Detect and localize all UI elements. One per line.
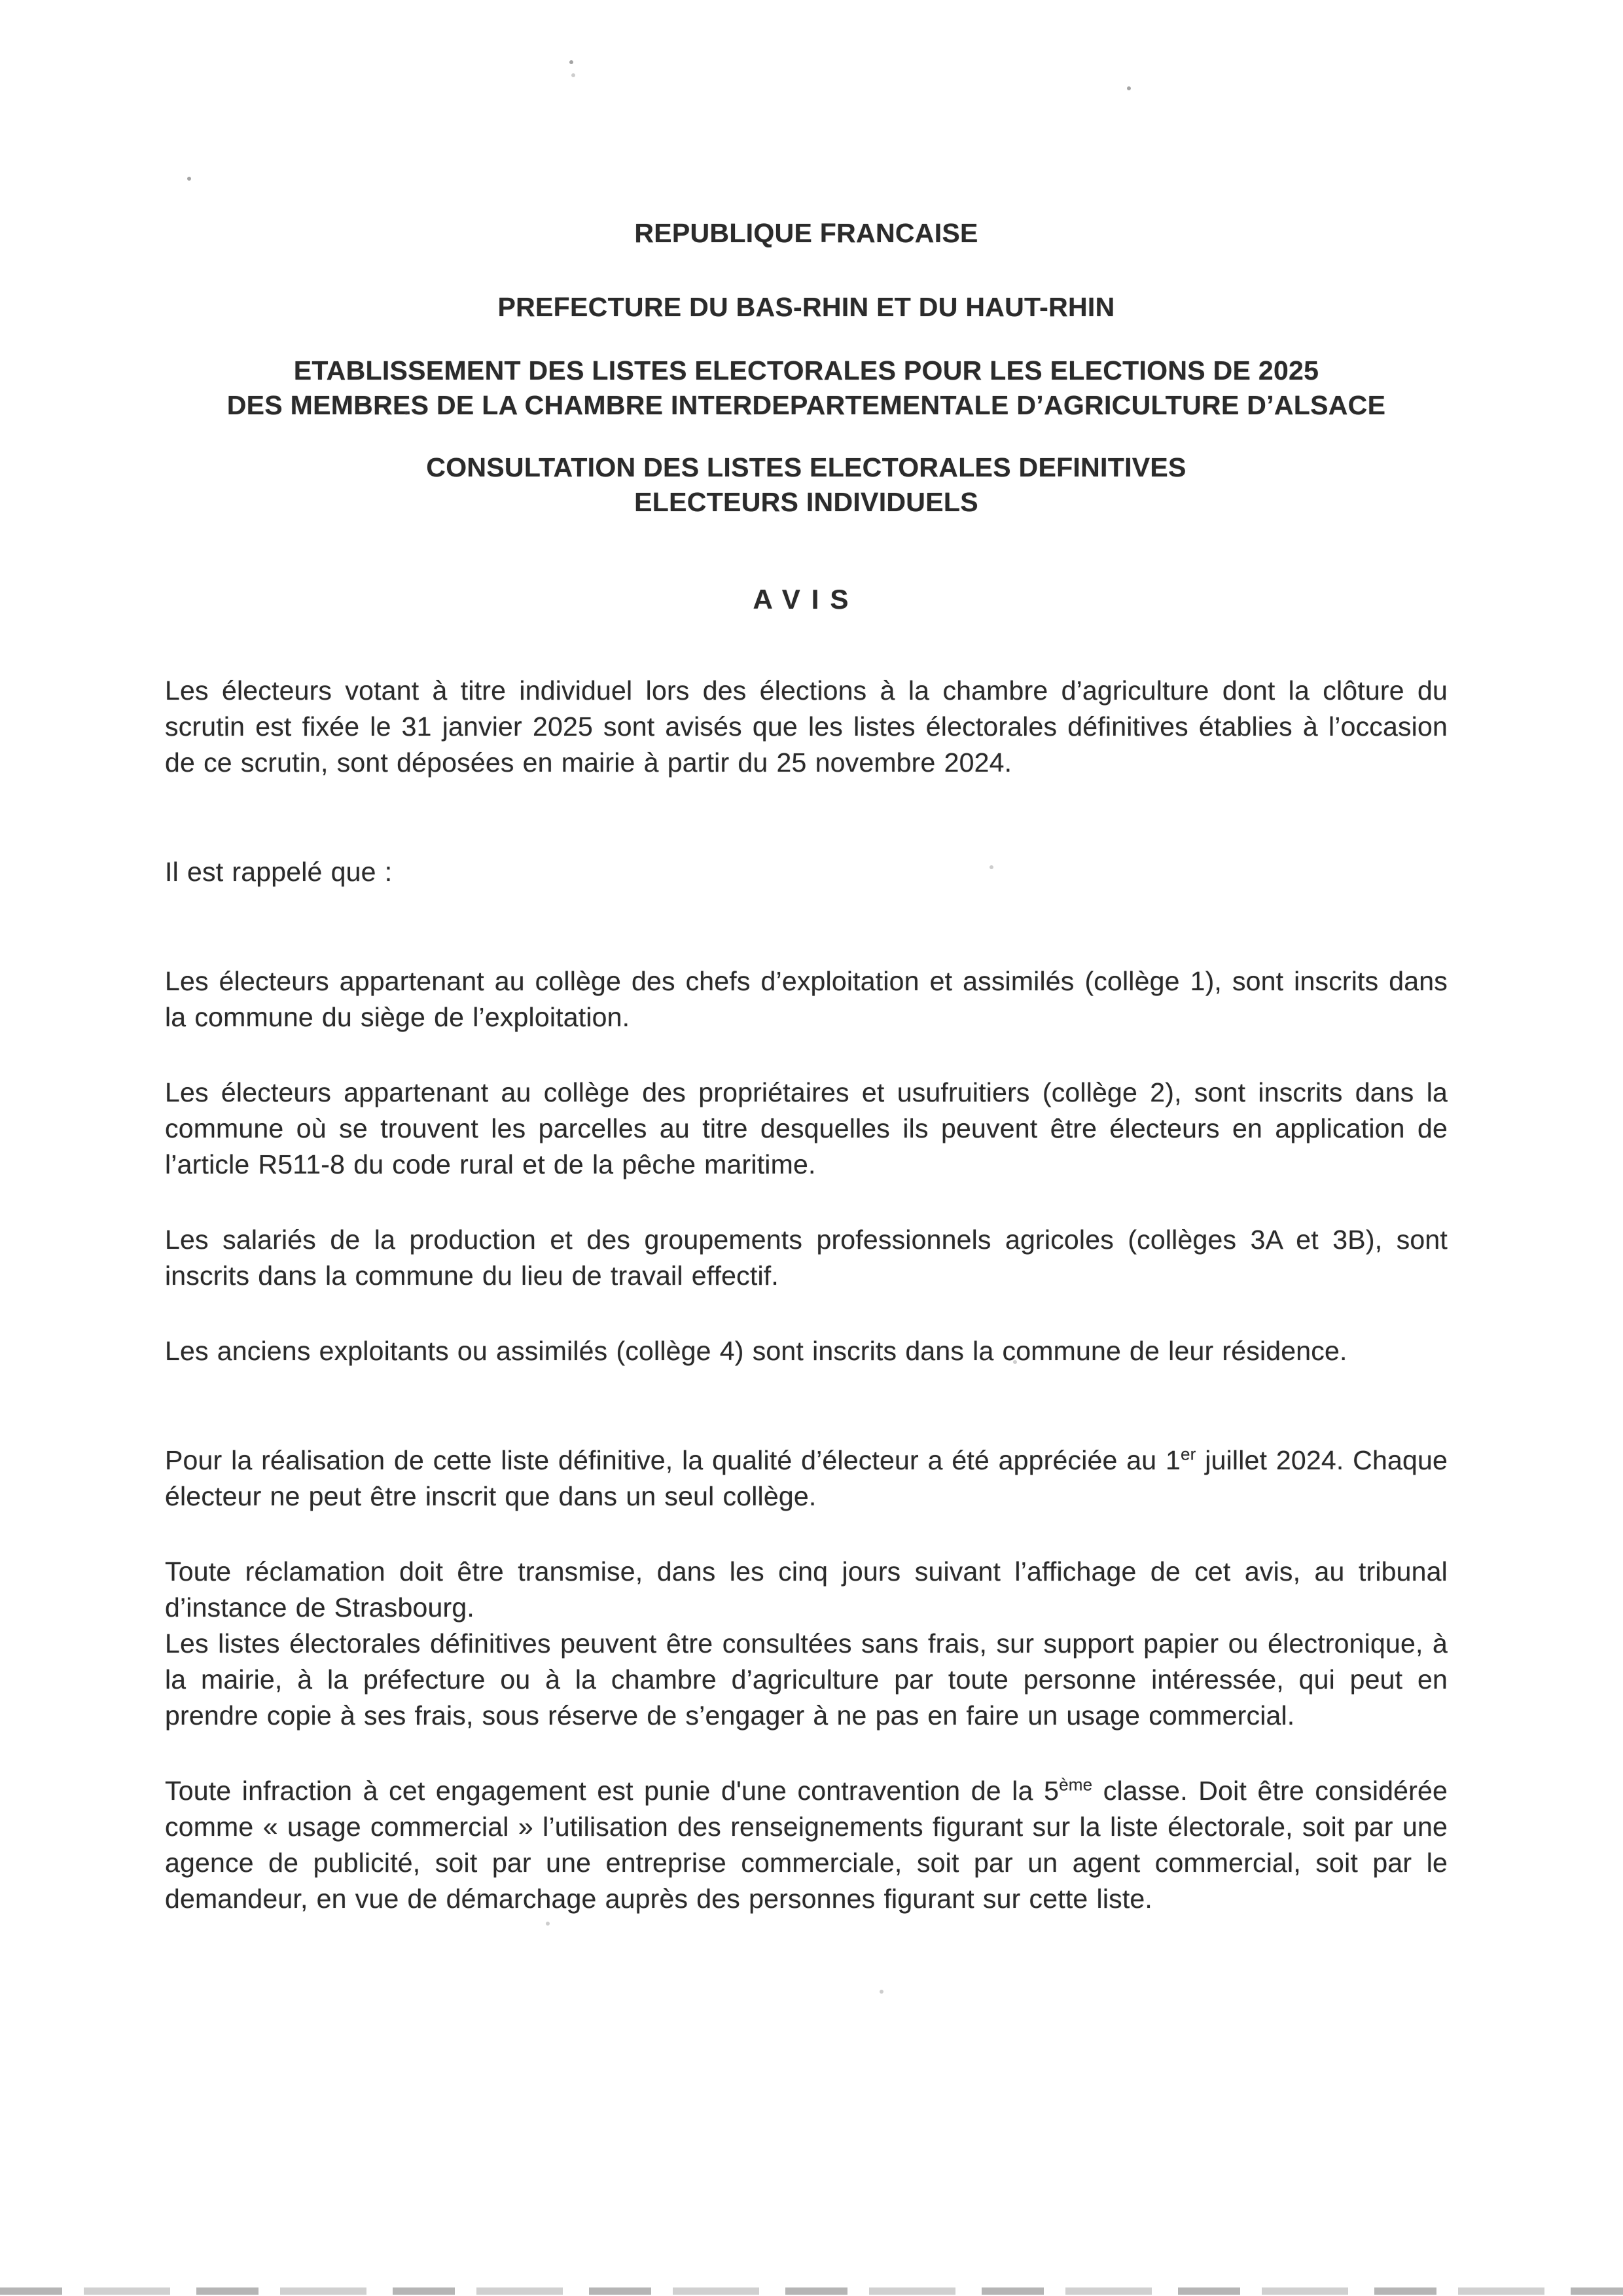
infraction-paragraph: [165, 1773, 1448, 1917]
quality-paragraph: [165, 1443, 1448, 1515]
scan-speckle: [404, 411, 408, 415]
scan-speckle: [569, 60, 573, 64]
college3-paragraph: Les salariés de la production et des groupements professionnels agricoles (collèges 3A et 3B), sont inscrits dans la commune du lieu de travail effectif.: [165, 1225, 1448, 1291]
reclamation-paragraph: Toute réclamation doit être transmise, dans les cinq jours suivant l’affichage de cet avis, au tribunal d’instance de Strasbourg.: [165, 1556, 1448, 1623]
intro-paragraph: Les électeurs votant à titre individuel lors des élections à la chambre d’agriculture dont la clôture du scrutin est fixée le 31 janvier 2025 sont avisés que les listes électorales définitives établies à l’occasion de ce scrutin, sont déposées en mairie à partir du 25 novembre 2024.: [165, 675, 1448, 778]
election-title-line2: DES MEMBRES DE LA CHAMBRE INTERDEPARTEMENTALE D’AGRICULTURE D’ALSACE: [226, 390, 1386, 420]
notice-body: [165, 673, 1448, 1917]
republic-title: REPUBLIQUE FRANCAISE: [634, 218, 978, 248]
consultation-paragraph: Les listes électorales définitives peuvent être consultées sans frais, sur support papier ou électronique, à la mairie, à la préfecture ou à la chambre d’agriculture par toute personne intéressée, qui peut en prendre copie à ses frais, sous réserve de s’engager à ne pas en faire un usage commercial.: [165, 1628, 1448, 1731]
superscript-er: er: [1181, 1444, 1196, 1464]
text-segment: classe. Doit être considérée comme « usage commercial » l’utilisation des renseignements figurant sur la liste électorale, soit par une agence de publicité, soit par une entreprise commerciale, soit par un agent commercial, soit par le demandeur, en vue de démarchage auprès des personnes figurant sur cette liste.: [165, 1776, 1448, 1914]
notice-label: AVIS: [753, 584, 860, 615]
consultation-subtitle-line1: CONSULTATION DES LISTES ELECTORALES DEFINITIVES: [426, 452, 1186, 482]
college1-paragraph: Les électeurs appartenant au collège des chefs d’exploitation et assimilés (collège 1), sont inscrits dans la commune du siège de l’exploitation.: [165, 966, 1448, 1032]
scan-speckle: [546, 1922, 550, 1926]
election-title-line1: ETABLISSEMENT DES LISTES ELECTORALES POUR LES ELECTIONS DE 2025: [293, 355, 1319, 386]
scan-speckle: [187, 177, 191, 181]
reminder-intro: Il est rappelé que :: [165, 857, 393, 887]
scan-speckle: [880, 1990, 883, 1994]
scan-speckle: [990, 865, 993, 869]
college4-paragraph: Les anciens exploitants ou assimilés (collège 4) sont inscrits dans la commune de leur résidence.: [165, 1336, 1347, 1366]
document-header: [165, 216, 1448, 617]
text-segment: juillet 2024. Chaque électeur ne peut être inscrit que dans un seul collège.: [165, 1445, 1448, 1511]
prefecture-title: PREFECTURE DU BAS-RHIN ET DU HAUT-RHIN: [497, 292, 1115, 322]
consultation-subtitle-line2: ELECTEURS INDIVIDUELS: [634, 487, 978, 517]
scan-speckle: [1013, 1360, 1017, 1364]
scan-speckle: [571, 73, 575, 77]
scan-speckle: [1127, 86, 1131, 90]
consultation-subtitle: [165, 450, 1448, 520]
text-segment: Pour la réalisation de cette liste définitive, la qualité d’électeur a été appréciée au 1: [165, 1445, 1181, 1475]
college2-paragraph: Les électeurs appartenant au collège des propriétaires et usufruitiers (collège 2), sont inscrits dans la commune où se trouvent les parcelles au titre desquelles ils peuvent être électeurs en application de l’article R511-8 du code rural et de la pêche maritime.: [165, 1077, 1448, 1179]
scanner-edge-artifact: [0, 2287, 1623, 2295]
election-title: [165, 353, 1448, 423]
text-segment: Toute infraction à cet engagement est punie d'une contravention de la 5: [165, 1776, 1060, 1806]
superscript-eme: ème: [1059, 1774, 1093, 1795]
